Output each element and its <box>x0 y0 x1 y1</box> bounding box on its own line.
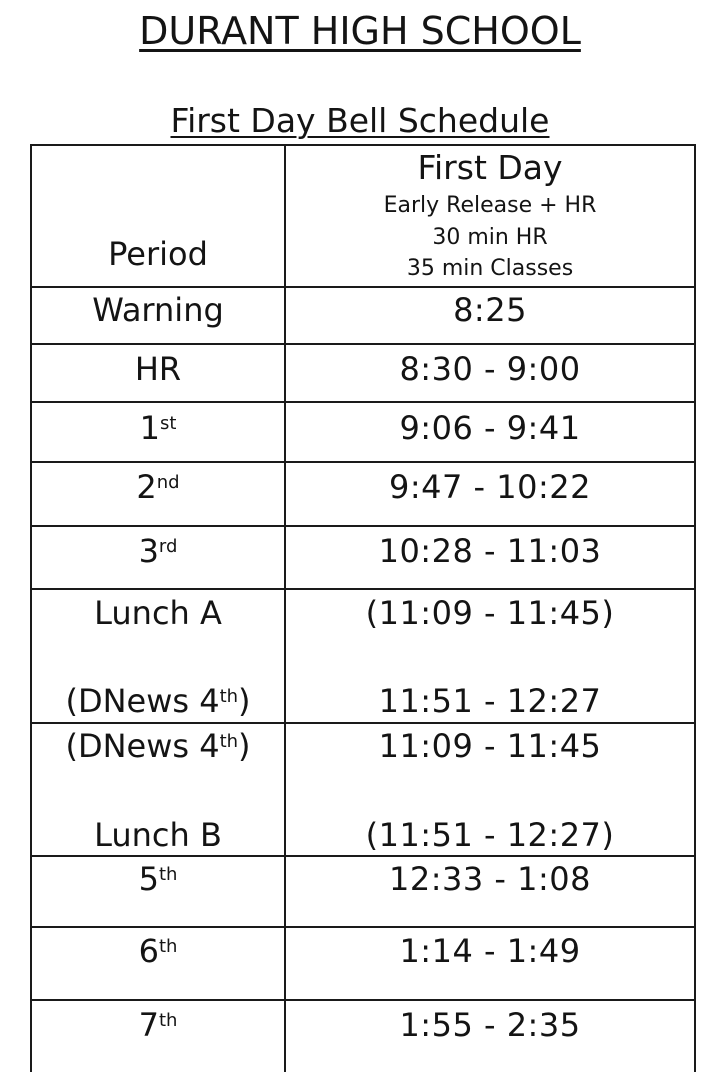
period-label: 5th <box>138 860 178 898</box>
period-label: 6th <box>138 932 178 970</box>
row-divider <box>32 999 694 1001</box>
period-label: Lunch B <box>94 816 222 854</box>
period-time: 8:25 <box>453 291 527 329</box>
period-label: Lunch A <box>94 594 222 632</box>
period-time: 1:14 - 1:49 <box>399 932 581 970</box>
period-label: Warning <box>92 291 224 329</box>
time-column-header-line2: 30 min HR <box>432 225 548 250</box>
time-column-header-line1: Early Release + HR <box>383 193 597 218</box>
schedule-title-text: First Day Bell Schedule <box>170 101 550 140</box>
school-name: DURANT HIGH SCHOOL <box>139 9 581 53</box>
row-divider <box>32 722 694 724</box>
period-label: (DNews 4th) <box>65 682 251 720</box>
period-label: (DNews 4th) <box>65 727 251 765</box>
period-time: (11:09 - 11:45) <box>365 594 615 632</box>
period-label: 7th <box>138 1006 178 1044</box>
period-time: 9:06 - 9:41 <box>399 409 581 447</box>
row-divider <box>32 525 694 527</box>
row-divider <box>32 855 694 857</box>
row-divider <box>32 343 694 345</box>
period-label: 1st <box>139 409 177 447</box>
school-title <box>0 8 720 54</box>
row-divider <box>32 461 694 463</box>
schedule-title <box>0 100 720 142</box>
row-divider <box>32 286 694 288</box>
period-time: 11:51 - 12:27 <box>378 682 602 720</box>
period-time: 9:47 - 10:22 <box>389 468 591 506</box>
period-label: HR <box>134 350 182 388</box>
period-label: 2nd <box>136 468 180 506</box>
time-column-header-title: First Day <box>417 148 563 187</box>
period-time: 12:33 - 1:08 <box>389 860 591 898</box>
period-label: 3rd <box>138 532 178 570</box>
period-time: 1:55 - 2:35 <box>399 1006 581 1044</box>
row-divider <box>32 926 694 928</box>
time-column-header-line3: 35 min Classes <box>406 256 574 281</box>
period-time: (11:51 - 12:27) <box>365 816 615 854</box>
row-divider <box>32 588 694 590</box>
bell-schedule-table <box>30 144 696 1072</box>
period-time: 11:09 - 11:45 <box>378 727 602 765</box>
period-time: 10:28 - 11:03 <box>378 532 602 570</box>
row-divider <box>32 401 694 403</box>
period-time: 8:30 - 9:00 <box>399 350 581 388</box>
period-column-header: Period <box>108 235 208 273</box>
